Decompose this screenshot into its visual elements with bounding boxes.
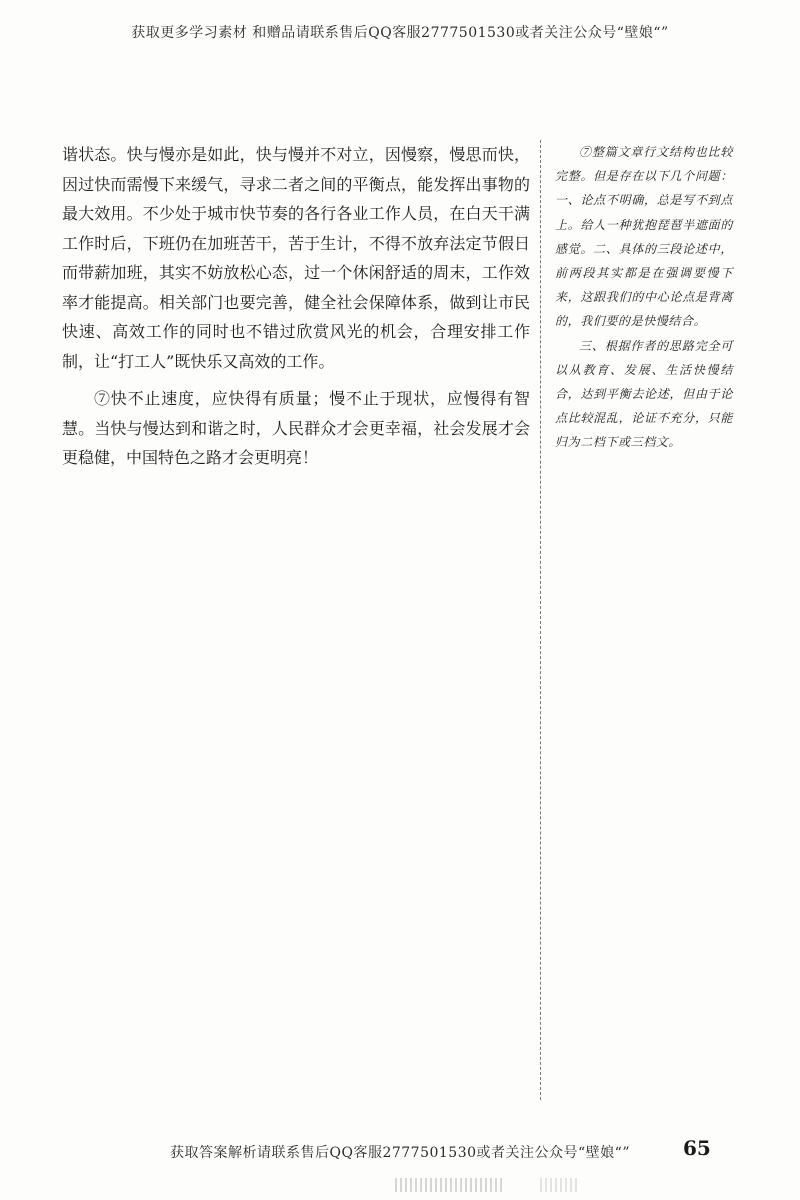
essay-paragraph-1: 谐状态。快与慢亦是如此，快与慢并不对立，因慢察，慢思而快，因过快而需慢下来缓气，寻求二者之间的平衡点，能发挥出事物的最大效用。不少处于城市快节奏的各行各业工作人员，在白天干满工作时后，下班仍在加班苦干，苦于生计，不得不放弃法定节假日而带薪加班，其实不妨放松心态，过一个休闲舒适的周末，工作效率才能提高。相关部门也要完善，健全社会保障体系，做到让市民快速、高效工作的同时也不错过欣赏风光的机会，合理安排工作制，让“打工人”既快乐又高效的工作。 [62, 145, 530, 371]
comment-paragraph-2: 三、根据作者的思路完全可以从教育、发展、生活快慢结合，达到平衡去论述，但由于论点比较混乱，论证不充分，只能归为二档下或三档文。 [555, 338, 733, 450]
scan-noise [395, 1178, 505, 1192]
essay-paragraph-2: ⑦快不止速度，应快得有质量；慢不止于现状，应慢得有智慧。当快与慢达到和谐之时，人民群众才会更幸福，社会发展才会更稳健，中国特色之路才会更明亮！ [62, 389, 530, 467]
scan-noise-small [540, 1178, 580, 1192]
column-divider [540, 140, 541, 1100]
header-promo-note: 获取更多学习素材 和赠品请联系售后QQ客服2777501530或者关注公众号“壁娘“” [131, 25, 669, 41]
comment-paragraph-1: ⑦整篇文章行文结构也比较完整。但是存在以下几个问题：一、论点不明确，总是写不到点上。给人一种犹抱琵琶半遮面的感觉。二、具体的三段论述中，前两段其实都是在强调要慢下来，这跟我们的中心论点是背离的，我们要的是快慢结合。 [555, 145, 733, 329]
page-number: 65 [683, 1136, 711, 1160]
footer-promo-note: 获取答案解析请联系售后QQ客服2777501530或者关注公众号“壁娘“” [170, 1145, 630, 1161]
teacher-comments [555, 140, 733, 455]
essay-body [62, 140, 530, 473]
